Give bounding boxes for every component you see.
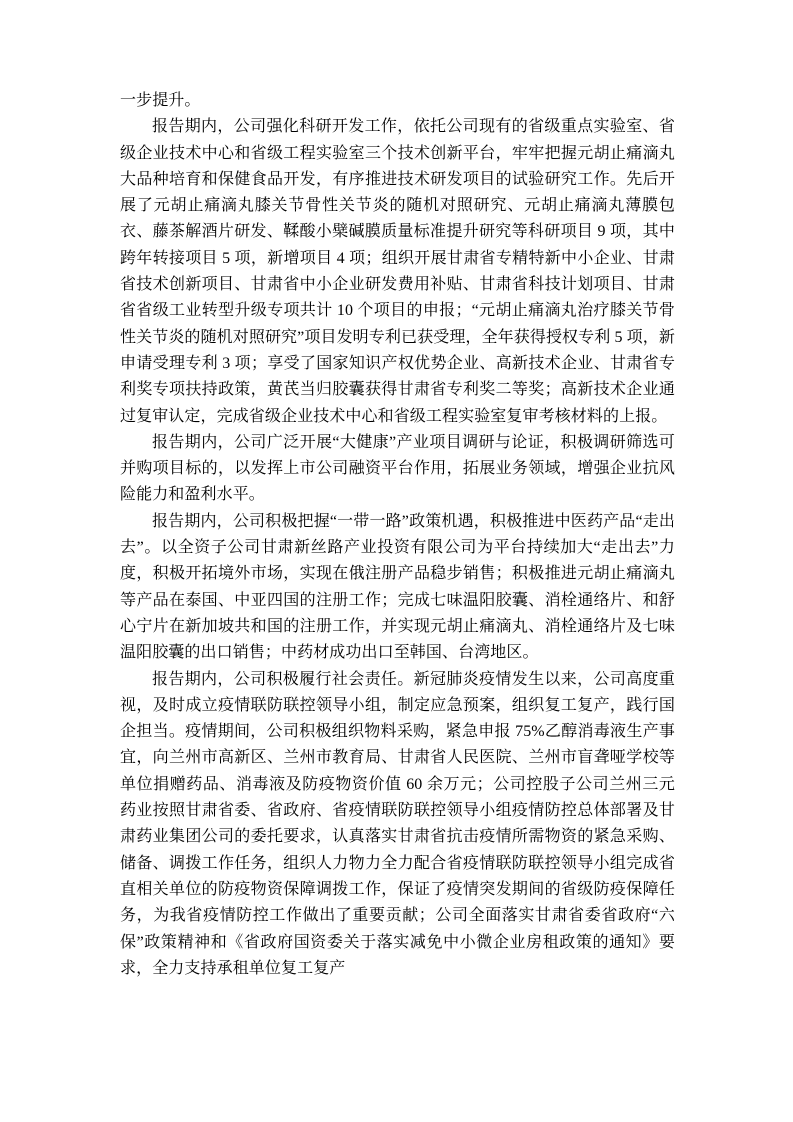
- text-block: [120, 88, 675, 982]
- paragraph-belt-and-road: 报告期内，公司积极把握“一带一路”政策机遇，积极推进中医药产品“走出去”。以全资子公司甘肃新丝路产业投资有限公司为平台持续加大“走出去”力度，积极开拓境外市场，实现在俄注册产品稳步销售；积极推进元胡止痛滴丸等产品在泰国、中亚四国的注册工作；完成七味温阳胶囊、消栓通络片、和舒心宁片在新加坡共和国的注册工作，并实现元胡止痛滴丸、消栓通络片及七味温阳胶囊的出口销售；中药材成功出口至韩国、台湾地区。: [120, 512, 675, 662]
- paragraph-social-responsibility: 报告期内，公司积极履行社会责任。新冠肺炎疫情发生以来，公司高度重视，及时成立疫情联防联控领导小组，制定应急预案，组织复工复产，践行国企担当。疫情期间，公司积极组织物料采购，紧急申报 75%乙醇消毒液生产事宜，向兰州市高新区、兰州市教育局、甘肃省人民医院、兰州市盲聋哑学校等单位捐赠药品、消毒液及防疫物资价值 60 余万元；公司控股子公司兰州三元药业按照甘肃省委、省政府、省疫情联防联控领导小组疫情防控总体部署及甘肃药业集团公司的委托要求，认真落实甘肃省抗击疫情所需物资的紧急采购、储备、调拨工作任务，组织人力物力全力配合省疫情联防联控领导小组完成省直相关单位的防疫物资保障调拨工作，保证了疫情突发期间的省级防疫保障任务，为我省疫情防控工作做出了重要贡献；公司全面落实甘肃省委省政府“六保”政策精神和《省政府国资委关于落实减免中小微企业房租政策的通知》要求，全力支持承租单位复工复产: [120, 670, 675, 977]
- paragraph-big-health: 报告期内，公司广泛开展“大健康”产业项目调研与论证，积极调研筛选可并购项目标的，以发挥上市公司融资平台作用，拓展业务领域，增强企业抗风险能力和盈利水平。: [120, 433, 675, 504]
- paragraph-research-development: 报告期内，公司强化科研开发工作，依托公司现有的省级重点实验室、省级企业技术中心和省级工程实验室三个技术创新平台，牢牢把握元胡止痛滴丸大品种培育和保健食品开发，有序推进技术研发项目的试验研究工作。先后开展了元胡止痛滴丸膝关节骨性关节炎的随机对照研究、元胡止痛滴丸薄膜包衣、藤茶解酒片研发、鞣酸小檗碱膜质量标准提升研究等科研项目 9 项，其中跨年转接项目 5 项，新增项目 4 项；组织开展甘肃省专精特新中小企业、甘肃省技术创新项目、甘肃省中小企业研发费用补贴、甘肃省科技计划项目、甘肃省省级工业转型升级专项共计 10 个项目的申报；“元胡止痛滴丸治疗膝关节骨性关节炎的随机对照研究”项目发明专利已获受理，全年获得授权专利 5 项，新申请受理专利 3 项；享受了国家知识产权优势企业、高新技术企业、甘肃省专利奖专项扶持政策，黄芪当归胶囊获得甘肃省专利奖二等奖；高新技术企业通过复审认定，完成省级企业技术中心和省级工程实验室复审考核材料的上报。: [120, 118, 675, 425]
- paragraph-continuation: 一步提升。: [120, 92, 201, 109]
